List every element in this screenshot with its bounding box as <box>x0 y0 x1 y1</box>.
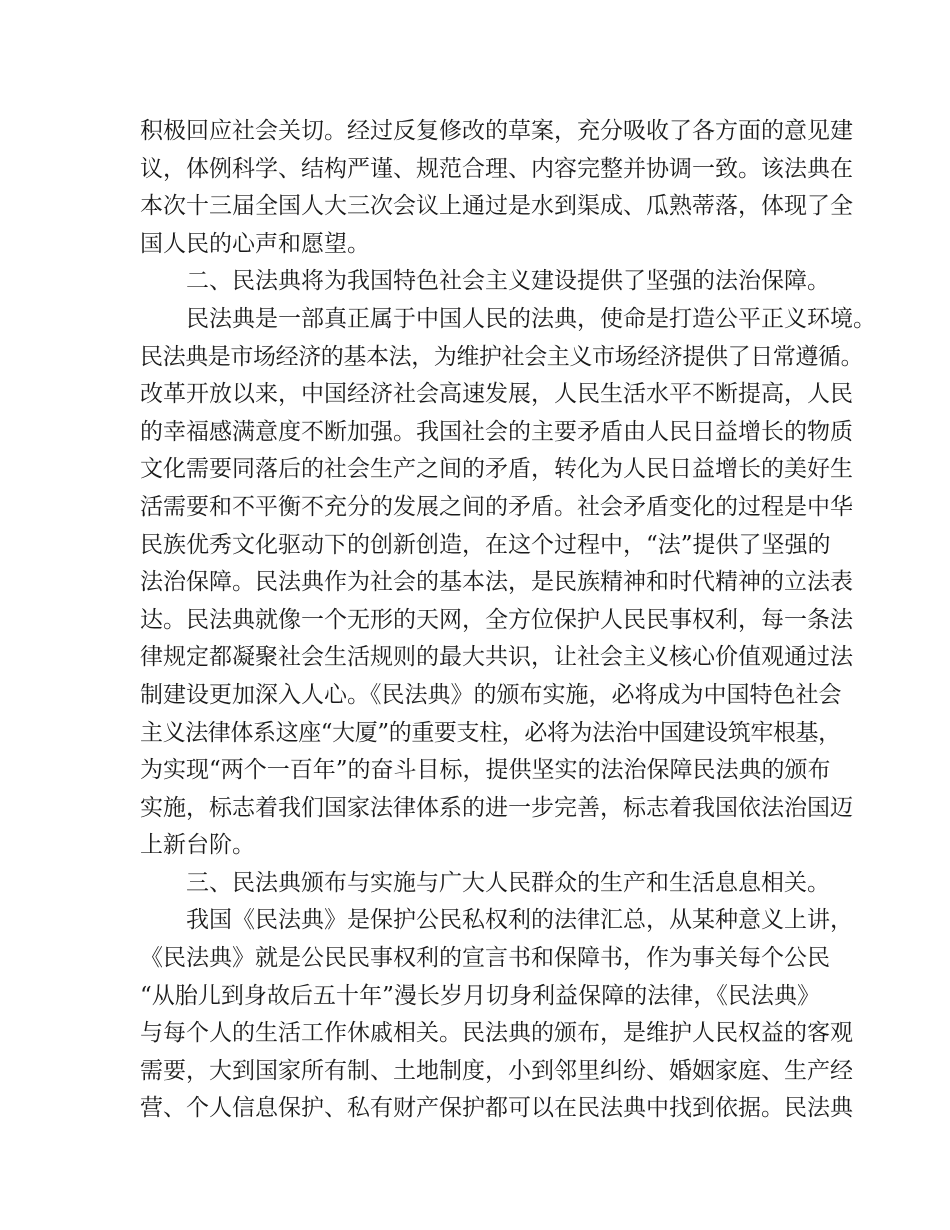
text-line: 律规定都凝聚社会生活规则的最大共识，让社会主义核心价值观通过法 <box>140 644 853 671</box>
text-line: 营、个人信息保护、私有财产保护都可以在民法典中找到依据。民法典 <box>140 1095 853 1122</box>
text-line: 议，体例科学、结构严谨、规范合理、内容完整并协调一致。该法典在 <box>140 155 853 182</box>
text-line: 需要，大到国家所有制、土地制度，小到邻里纠纷、婚姻家庭、生产经 <box>140 1057 853 1084</box>
body-text <box>140 113 876 1128</box>
text-line: 达。民法典就像一个无形的天网，全方位保护人民民事权利，每一条法 <box>140 606 853 633</box>
text-line: 主义法律体系这座“大厦”的重要支柱，必将为法治中国建设筑牢根基， <box>140 719 841 746</box>
text-line: 民法典是市场经济的基本法，为维护社会主义市场经济提供了日常遵循。 <box>140 343 864 370</box>
text-line: 民法典是一部真正属于中国人民的法典，使命是打造公平正义环境。 <box>186 305 876 332</box>
text-line: 民族优秀文化驱动下的创新创造，在这个过程中，“法”提供了坚强的 <box>140 531 831 558</box>
text-line: 上新台阶。 <box>140 832 255 859</box>
text-line: 《民法典》就是公民民事权利的宣言书和保障书，作为事关每个公民 <box>140 945 830 972</box>
text-line: 国人民的心声和愿望。 <box>140 230 370 257</box>
text-line: 与每个人的生活工作休戚相关。民法典的颁布，是维护人民权益的客观 <box>140 1020 853 1047</box>
text-line: 文化需要同落后的社会生产之间的矛盾，转化为人民日益增长的美好生 <box>140 456 853 483</box>
text-line: 活需要和不平衡不充分的发展之间的矛盾。社会矛盾变化的过程是中华 <box>140 493 853 520</box>
text-line: 实施，标志着我们国家法律体系的进一步完善，标志着我国依法治国迈 <box>140 794 853 821</box>
text-line: 制建设更加深入人心。《民法典》的颁布实施，必将成为中国特色社会 <box>140 681 842 708</box>
section-heading-2: 二、民法典将为我国特色社会主义建设提供了坚强的法治保障。 <box>186 268 830 295</box>
text-line: 本次十三届全国人大三次会议上通过是水到渠成、瓜熟蒂落，体现了全 <box>140 193 853 220</box>
text-line: “从胎儿到身故后五十年”漫长岁月切身利益保障的法律，《民法典》 <box>140 982 820 1009</box>
section-heading-3: 三、民法典颁布与实施与广大人民群众的生产和生活息息相关。 <box>186 869 830 896</box>
text-line: 为实现“两个一百年”的奋斗目标，提供坚实的法治保障民法典的颁布 <box>140 757 831 784</box>
text-line: 我国《民法典》是保护公民私权利的法律汇总，从某种意义上讲， <box>186 907 853 934</box>
text-line: 积极回应社会关切。经过反复修改的草案，充分吸收了各方面的意见建 <box>140 118 853 144</box>
text-line: 法治保障。民法典作为社会的基本法，是民族精神和时代精神的立法表 <box>140 569 853 596</box>
text-line: 的幸福感满意度不断加强。我国社会的主要矛盾由人民日益增长的物质 <box>140 418 853 445</box>
text-line: 改革开放以来，中国经济社会高速发展，人民生活水平不断提高，人民 <box>140 381 853 408</box>
